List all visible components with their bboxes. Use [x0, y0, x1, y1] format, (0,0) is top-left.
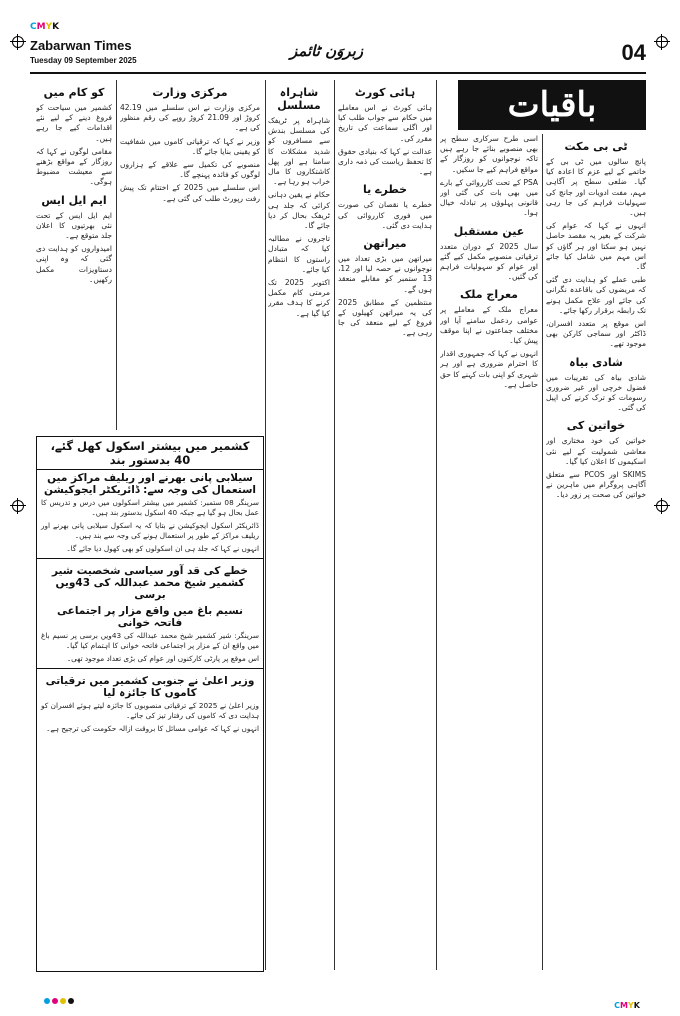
headline: میراتھن	[363, 237, 407, 251]
paragraph: اسی طرح سرکاری سطح پر بھی منصوبے بنائے جا رہے ہیں تاکہ نوجوانوں کو روزگار کے مواقع فراہم کیے جا سکیں۔	[440, 134, 538, 174]
masthead	[30, 38, 646, 74]
column-2	[440, 134, 538, 970]
publication-title: Zabarwan Times	[30, 38, 132, 53]
paragraph: منتظمین کے مطابق 2025 کی یہ میراتھن کھیلوں کے فروغ کے لیے منعقد کی جا رہی ہے۔	[338, 297, 432, 338]
paragraph: انہوں نے کہا کہ جلد ہی ان اسکولوں کو بھی کھول دیا جائے گا۔	[66, 544, 259, 553]
paragraph: پانچ سالوں میں ٹی بی کے خاتمے کے لیے عزم کا اعادہ کیا گیا۔ ضلعی سطح پر آگاہی مہم، مفت ادویات اور جانچ کی سہولیات فراہم کی جا رہی ہیں۔	[546, 157, 646, 218]
headline: خطرے یا	[362, 183, 408, 197]
registration-mark-icon	[12, 500, 24, 512]
paragraph: سرینگر 08 ستمبر: کشمیر میں بیشتر اسکولوں میں درس و تدریس کا عمل بحال ہو گیا ہے جبکہ 40 اسکول بدستور بند ہیں۔	[41, 498, 260, 517]
paragraph: خواتین کی خود مختاری اور معاشی شمولیت کے لیے نئی اسکیموں کا اعلان کیا گیا۔	[546, 436, 646, 466]
paragraph: انہوں نے کہا کہ عوامی مسائل کا بروقت ازالہ حکومت کی ترجیح ہے۔	[46, 724, 259, 733]
headline: ٹی بی مکت	[564, 140, 628, 153]
headline: شاہراہ مسلسل	[277, 86, 321, 112]
paragraph: سرینگر: شیر کشمیر شیخ محمد عبداللہ کی 43ویں برسی پر نسیم باغ میں واقع ان کے مزار پر اجتماعی فاتحہ خوانی کا اہتمام کیا گیا۔	[41, 631, 259, 650]
column-divider	[116, 80, 117, 430]
paragraph: عدالت نے کہا کہ بنیادی حقوق کا تحفظ ریاست کی ذمہ داری ہے۔	[338, 146, 432, 177]
column-5	[120, 80, 260, 430]
headline: ایم ایل ایس	[41, 193, 107, 207]
column-divider	[436, 80, 437, 970]
registration-mark-icon	[12, 36, 24, 48]
paragraph: انہوں نے کہا کہ جمہوری اقدار کا احترام ضروری ہے اور ہر شہری کو اپنی بات کہنے کا حق حاصل ہے۔	[440, 349, 538, 389]
headline: عین مستقبل	[453, 224, 525, 238]
color-dots	[44, 989, 76, 1008]
paragraph: خطرے یا نقصان کی صورت میں فوری کارروائی کی ہدایت دی گئی۔	[338, 200, 432, 230]
paragraph: ہائی کورٹ نے اس معاملے میں حکام سے جواب طلب کیا اور اگلی سماعت کی تاریخ مقرر کی۔	[338, 103, 432, 143]
paragraph: انہوں نے کہا کہ عوام کی شرکت کے بغیر یہ مقصد حاصل نہیں ہو سکتا اور ہر گاؤں کو اس مہم میں شامل کیا جائے گا۔	[546, 221, 646, 272]
paragraph: تاجروں نے مطالبہ کیا کہ متبادل راستوں کا انتظام کیا جائے۔	[268, 234, 330, 274]
paragraph: اس سلسلے میں 2025 کے اختتام تک پیش رفت رپورٹ طلب کی گئی ہے۔	[120, 183, 260, 203]
column-6	[36, 80, 112, 430]
headline: مرکزی وزارت	[152, 86, 228, 99]
headline: معراج ملک	[460, 288, 518, 302]
paragraph: اس موقع پر پارٹی کارکنوں اور عوام کی بڑی تعداد موجود تھی۔	[66, 654, 259, 663]
column-divider	[265, 80, 266, 970]
paragraph: شاہراہ پر ٹریفک کی مسلسل بندش سے مسافروں کو شدید مشکلات کا سامنا ہے اور پھل کاشتکاروں کا مال خراب ہو رہا ہے۔	[268, 116, 330, 187]
column-4	[268, 80, 330, 970]
registration-mark-icon	[656, 500, 668, 512]
paragraph: منصوبے کی تکمیل سے علاقے کے ہزاروں لوگوں کو فائدہ پہنچے گا۔	[120, 160, 260, 180]
divider	[37, 668, 263, 669]
headline: ہائی کورٹ	[354, 86, 416, 99]
headline: خواتین کی	[566, 419, 626, 433]
box-subheadline: نسیم باغ میں واقع مزار پر اجتماعی فاتحہ خوانی	[57, 605, 243, 629]
issue-date: Tuesday 09 September 2025	[30, 56, 137, 65]
paragraph: طبی عملے کو ہدایت دی گئی کہ مریضوں کی باقاعدہ نگرانی کی جائے اور علاج مکمل ہونے تک رابطہ برقرار رکھا جائے۔	[546, 275, 646, 315]
paragraph: ڈائریکٹر اسکول ایجوکیشن نے بتایا کہ یہ اسکول سیلابی پانی بھرنے اور ریلیف مراکز کے طور پر استعمال ہونے کی وجہ سے بند ہیں۔	[41, 521, 259, 540]
paragraph: شادی بیاہ کی تقریبات میں فضول خرچی اور غیر ضروری رسومات کو ترک کرنے کی اپیل کی گئی۔	[546, 372, 646, 413]
headline: کو کام میں	[43, 86, 105, 99]
column-3	[338, 80, 432, 970]
divider	[37, 558, 263, 559]
paragraph: وزیر اعلیٰ نے 2025 کے ترقیاتی منصوبوں کا جائزہ لیتے ہوئے افسران کو ہدایت دی کہ کاموں کی رفتار تیز کی جائے۔	[41, 701, 260, 720]
box-headline: وزیر اعلیٰ نے جنوبی کشمیر میں ترقیاتی کاموں کا جائزہ لیا	[45, 675, 255, 699]
paragraph: ایم ایل ایس کے تحت نئی بھرتیوں کا اعلان جلد متوقع ہے۔	[36, 210, 112, 241]
cmyk-mark-top: CMYK	[30, 22, 60, 32]
paragraph: SKIMS اور PCOS سے متعلق آگاہی پروگرام میں ماہرین نے خواتین کی صحت پر زور دیا۔	[546, 470, 646, 500]
paragraph: مرکزی وزارت نے اس سلسلے میں 42.19 کروڑ اور 21.09 کروڑ روپے کی رقم منظور کی ہے۔	[120, 103, 260, 133]
paragraph: اس موقع پر متعدد افسران، ڈاکٹر اور سماجی کارکن بھی موجود تھے۔	[546, 319, 646, 349]
cmyk-mark-bottom: CMYK	[614, 1001, 640, 1010]
paragraph: وزیر نے کہا کہ ترقیاتی کاموں میں شفافیت کو یقینی بنایا جائے گا۔	[120, 136, 260, 156]
box-subheadline: سیلابی پانی بھرنے اور ریلیف مراکز میں استعمال کی وجہ سے: ڈائریکٹر ایجوکیشن	[44, 472, 256, 496]
headline: شادی بیاہ	[569, 355, 623, 369]
section-banner: باقیات	[458, 80, 646, 130]
column-divider	[542, 134, 543, 970]
box-headline: کشمیر میں بیشتر اسکول کھل گئے، 40 بدستور بند	[37, 437, 263, 470]
paragraph: PSA کے تحت کارروائی کے بارے میں بھی بات کی گئی اور قانونی پہلوؤں پر تبادلہ خیال ہوا۔	[440, 177, 538, 218]
column-1	[546, 134, 646, 970]
news-box	[36, 436, 264, 972]
urdu-logo: زبروَن ٹائمز	[290, 42, 364, 60]
paragraph: حکام نے یقین دہانی کرائی کہ جلد ہی ٹریفک بحال کر دیا جائے گا۔	[268, 190, 330, 231]
paragraph: امیدواروں کو ہدایت دی گئی کہ وہ اپنی دستاویزات مکمل رکھیں۔	[36, 244, 112, 284]
page-number: 04	[621, 40, 646, 65]
box-headline: خطے کی قد آور سیاسی شخصیت شیر کشمیر شیخ محمد عبداللہ کی 43ویں برسی	[51, 565, 248, 601]
registration-mark-icon	[656, 36, 668, 48]
paragraph: میراتھن میں بڑی تعداد میں نوجوانوں نے حصہ لیا اور 12، 13 ستمبر کو مقابلے منعقد ہوں گے۔	[338, 254, 432, 294]
paragraph: معراج ملک کے معاملے پر عوامی ردعمل سامنے آیا اور مختلف جماعتوں نے اپنا موقف پیش کیا۔	[440, 305, 538, 346]
paragraph: اکتوبر 2025 تک مرمتی کام مکمل کرنے کا ہدف مقرر کیا گیا ہے۔	[268, 278, 330, 318]
paragraph: سال 2025 کے دوران متعدد ترقیاتی منصوبے مکمل کیے گئے اور عوام کو سہولیات فراہم کی گئیں۔	[440, 241, 538, 282]
paragraph: مقامی لوگوں نے کہا کہ روزگار کے مواقع بڑھنے سے معیشت مضبوط ہوگی۔	[36, 146, 112, 187]
paragraph: کشمیر میں سیاحت کو فروغ دینے کے لیے نئے اقدامات کیے جا رہے ہیں۔	[36, 103, 112, 143]
column-divider	[334, 80, 335, 970]
